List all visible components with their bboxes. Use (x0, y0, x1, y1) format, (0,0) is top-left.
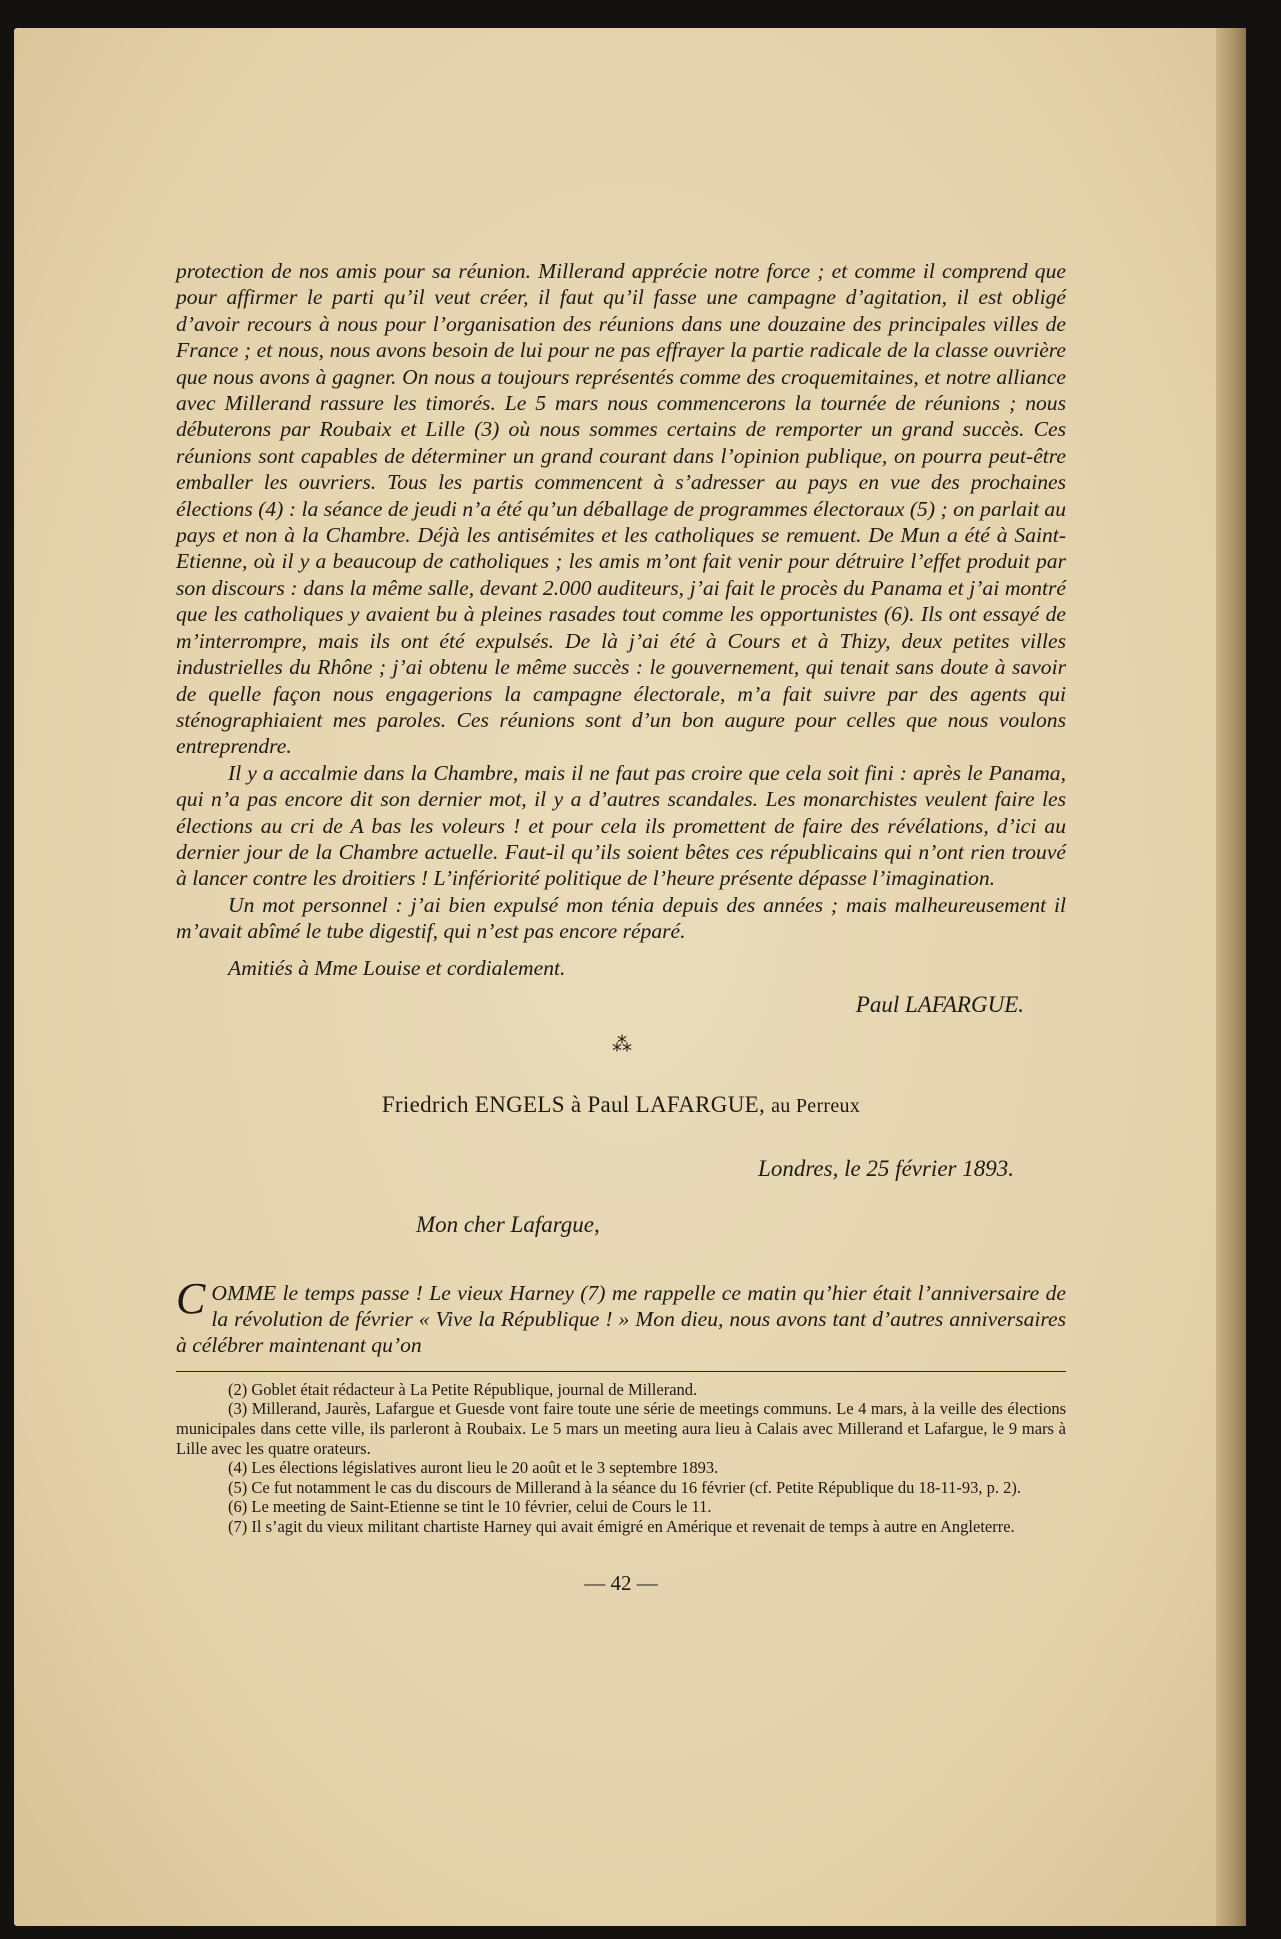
footnote-2: (2) Goblet était rédacteur à La Petite République, journal de Millerand. (228, 1379, 698, 1399)
footnote-5: (5) Ce fut notamment le cas du discours de Millerand à la séance du 16 février (cf. Petite République du 18-11-93, p. 2). (228, 1477, 1021, 1497)
section-separator: ⁂ (612, 1033, 630, 1056)
letter1-paragraph-1: protection de nos amis pour sa réunion. Millerand apprécie notre force ; et comme il comprend que pour affirmer le parti qu’il veut créer, il faut qu’il fasse une campagne d’agitation, il est obligé d’avoir recours à nous pour l’organisation des réunions dans une douzaine des principales villes de France ; et nous, nous avons besoin de lui pour ne pas effrayer la partie radicale de la classe ouvrière que nous avons à gagner. On nous a toujours représentés comme des croquemitaines, et notre alliance avec Millerand rassure les timorés. Le 5 mars nous commencerons la tournée de réunions ; nous débuterons par Roubaix et Lille (3) où nous sommes certains de remporter un grand succès. Ces réunions sont capables de déterminer un grand courant dans l’opinion publique, on pourra peut-être emballer les ouvriers. Tous les partis commencent à s’adresser au pays en vue des prochaines élections (4) : la séance de jeudi n’a été qu’un déballage de programmes électoraux (5) ; on parlait au pays et non à la Chambre. Déjà les antisémites et les catholiques se remuent. De Mun a été à Saint-Etienne, où il y a beaucoup de catholiques ; les amis m’ont fait venir pour détruire l’effet produit par son discours : dans la même salle, devant 2.000 auditeurs, j’ai fait le procès du Panama et j’ai montré que les catholiques y avaient bu à pleines rasades tout comme les opportunistes (6). Ils ont essayé de m’interrompre, mais ils ont été expulsés. De là j’ai été à Cours et à Thizy, deux petites villes industrielles du Rhône ; j’ai obtenu le même succès : le gouvernement, qui tenait sans doute à savoir de quelle façon nous engagerions la campagne électorale, m’a fait suivre par des agents qui sténographiaient mes paroles. Ces réunions sont d’un bon augure pour celles que nous voulons entreprendre. (176, 259, 1066, 759)
letter2-dateline: Londres, le 25 février 1893. (758, 1155, 1014, 1181)
footnote-6: (6) Le meeting de Saint-Etienne se tint le 10 février, celui de Cours le 11. (228, 1497, 712, 1517)
letter1-signature: Paul LAFARGUE. (855, 991, 1024, 1017)
letter2-opening-text: OMME le temps passe ! Le vieux Harney (7) me rappelle ce matin qu’hier était l’anniversaire de la révolution de février « Vive la République ! » Mon dieu, nous avons tant d’autres anniversaires à célébrer maintenant qu’on (176, 1280, 1066, 1358)
book-page (14, 28, 1246, 1926)
letter1-closing: Amitiés à Mme Louise et cordialement. (228, 955, 566, 980)
footnote-3: (3) Millerand, Jaurès, Lafargue et Guesde vont faire toute une série de meetings communs. Le 4 mars, à la veille des élections municipales dans cette ville, ils parleront à Roubaix. Le 5 mars un meeting aura lieu à Calais avec Millerand et Lafargue, le 9 mars à Lille avec les quatre orateurs. (176, 1399, 1066, 1458)
letter2-heading-place: au Perreux (771, 1094, 861, 1117)
footnote-rule (176, 1371, 1066, 1372)
footnote-4: (4) Les élections législatives auront lieu le 20 août et le 3 septembre 1893. (228, 1458, 719, 1478)
page-text-block (176, 258, 1066, 1596)
letter1-paragraph-2: Il y a accalmie dans la Chambre, mais il ne faut pas croire que cela soit fini : après le Panama, qui n’a pas encore dit son dernier mot, il y a d’autres scandales. Les monarchistes veulent faire les élections au cri de A bas les voleurs ! et pour cela ils promettent de faire des révélations, d’ici au dernier jour de la Chambre actuelle. Faut-il qu’ils soient bêtes ces républicains qui n’ont rien trouvé à lancer contre les droitiers ! L’infériorité politique de l’heure présente dépasse l’imagination. (176, 760, 1066, 891)
footnotes (176, 1380, 1066, 1537)
letter2-opening (176, 1273, 1066, 1359)
letter2-heading (176, 1092, 1066, 1118)
footnote-7: (7) Il s’agit du vieux militant chartiste Harney qui avait émigré en Amérique et revenait de temps à autre en Angleterre. (228, 1516, 1015, 1536)
page-gutter (1216, 28, 1246, 1926)
letter2-heading-main: Friedrich ENGELS à Paul LAFARGUE, (381, 1091, 766, 1117)
drop-cap: C (176, 1273, 206, 1323)
page-number: — 42 — (584, 1570, 658, 1595)
letter2-salutation: Mon cher Lafargue, (416, 1211, 600, 1237)
letter1-paragraph-3: Un mot personnel : j’ai bien expulsé mon ténia depuis des années ; mais malheureusement il m’avait abîmé le tube digestif, qui n’est pas encore réparé. (176, 892, 1066, 944)
